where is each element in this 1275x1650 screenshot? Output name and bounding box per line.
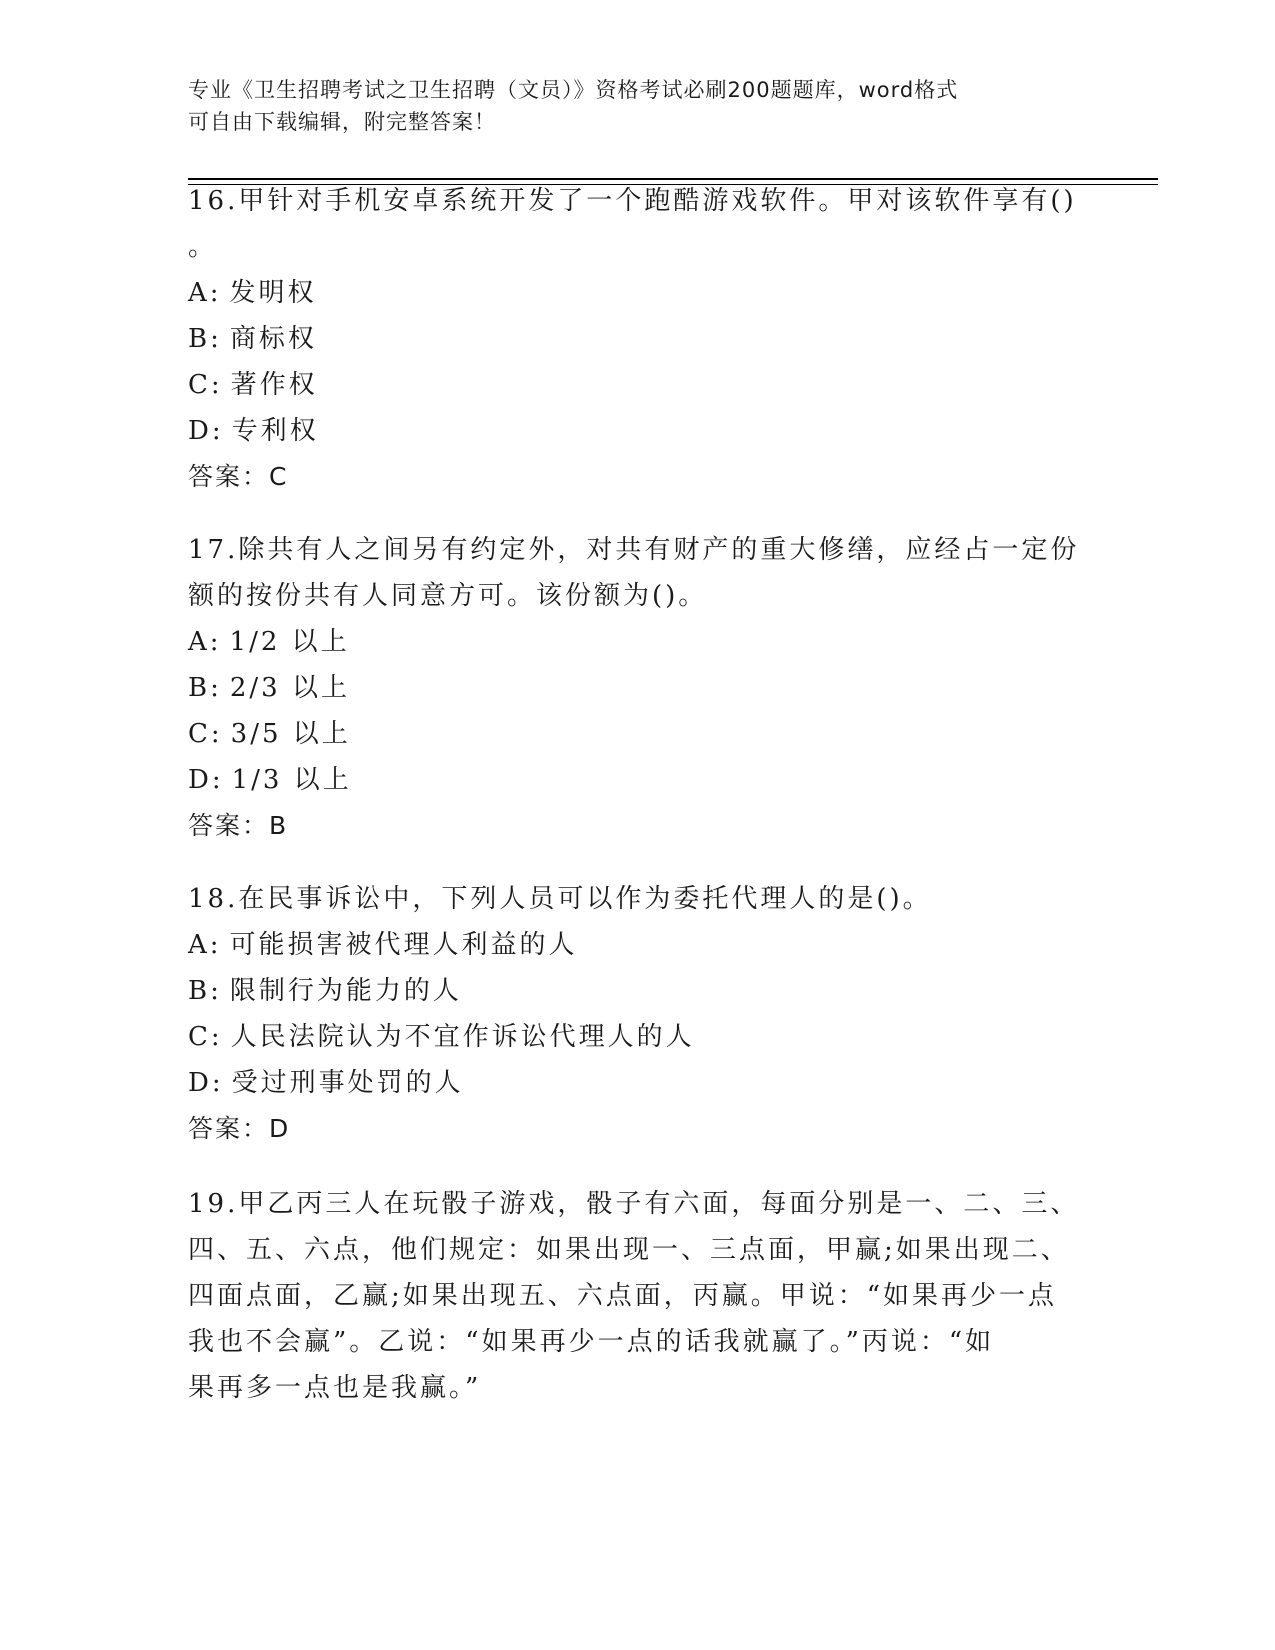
answer-line: 答案：D: [188, 1114, 291, 1143]
option-a: A: 1/2 以上: [188, 627, 350, 657]
option-b: B: 限制行为能力的人: [188, 976, 462, 1006]
question-text: [188, 1181, 1080, 1411]
question-line: 16.甲针对手机安卓系统开发了一个跑酷游戏软件。甲对该软件享有(): [188, 186, 1077, 216]
question-line: 四面点面，乙赢;如果出现五、六点面，丙赢。甲说：“如果再少一点: [188, 1281, 1058, 1311]
question-line: 我也不会赢”。乙说：“如果再少一点的话我就赢了。”丙说：“如: [188, 1327, 995, 1357]
document-header: [188, 74, 1068, 138]
question-line: 18.在民事诉讼中，下列人员可以作为委托代理人的是()。: [188, 884, 932, 914]
option-b: B: 商标权: [188, 324, 317, 354]
option-letter: D: [188, 1068, 212, 1098]
option-text: 1/2 以上: [229, 627, 350, 657]
question-line: 。: [188, 232, 218, 262]
option-letter: B: [188, 324, 211, 354]
option-letter: A: [188, 627, 210, 657]
option-a: A: 发明权: [188, 278, 317, 308]
option-text: 3/5 以上: [230, 719, 351, 749]
option-letter: C: [188, 1022, 211, 1052]
question-line: 17.除共有人之间另有约定外，对共有财产的重大修缮，应经占一定份: [188, 535, 1080, 565]
question-line: 额的按份共有人同意方可。该份额为()。: [188, 581, 708, 611]
option-b: B: 2/3 以上: [188, 673, 350, 703]
question-text: [188, 178, 1077, 270]
option-letter: D: [188, 416, 212, 446]
question-line: 19.甲乙丙三人在玩骰子游戏，骰子有六面，每面分别是一、二、三、: [188, 1189, 1080, 1219]
option-a: A: 可能损害被代理人利益的人: [188, 930, 578, 960]
question-text: [188, 527, 1080, 619]
question-text: [188, 876, 1068, 922]
option-letter: A: [188, 930, 210, 960]
option-letter: C: [188, 719, 211, 749]
option-c: C: 人民法院认为不宜作诉讼代理人的人: [188, 1022, 695, 1052]
option-text: 发明权: [229, 278, 317, 308]
option-letter: C: [188, 370, 211, 400]
question-17: [188, 527, 1080, 849]
header-line-1: 专业《卫生招聘考试之卫生招聘（文员）》资格考试必刷200题题库，word格式: [188, 78, 959, 102]
option-d: D: 1/3 以上: [188, 765, 352, 795]
option-text: 1/3 以上: [231, 765, 352, 795]
option-letter: D: [188, 765, 212, 795]
option-text: 著作权: [230, 370, 318, 400]
question-line: 果再多一点也是我赢。”: [188, 1373, 482, 1403]
answer-line: 答案：B: [188, 811, 289, 840]
option-text: 可能损害被代理人利益的人: [229, 930, 578, 960]
header-line-2: 可自由下载编辑，附完整答案！: [188, 110, 496, 134]
option-text: 受过刑事处罚的人: [231, 1068, 464, 1098]
question-18: [188, 876, 1068, 1152]
option-c: C: 3/5 以上: [188, 719, 351, 749]
option-d: D: 受过刑事处罚的人: [188, 1068, 464, 1098]
option-text: 人民法院认为不宜作诉讼代理人的人: [230, 1022, 695, 1052]
option-text: 商标权: [229, 324, 317, 354]
option-text: 2/3 以上: [229, 673, 350, 703]
question-19: [188, 1181, 1080, 1411]
question-line: 四、五、六点，他们规定：如果出现一、三点面，甲赢;如果出现二、: [188, 1235, 1070, 1265]
option-text: 专利权: [231, 416, 319, 446]
option-letter: A: [188, 278, 210, 308]
option-text: 限制行为能力的人: [229, 976, 462, 1006]
answer-line: 答案：C: [188, 462, 289, 491]
option-letter: B: [188, 673, 211, 703]
option-c: C: 著作权: [188, 370, 318, 400]
question-16: [188, 178, 1077, 500]
option-letter: B: [188, 976, 211, 1006]
option-d: D: 专利权: [188, 416, 319, 446]
